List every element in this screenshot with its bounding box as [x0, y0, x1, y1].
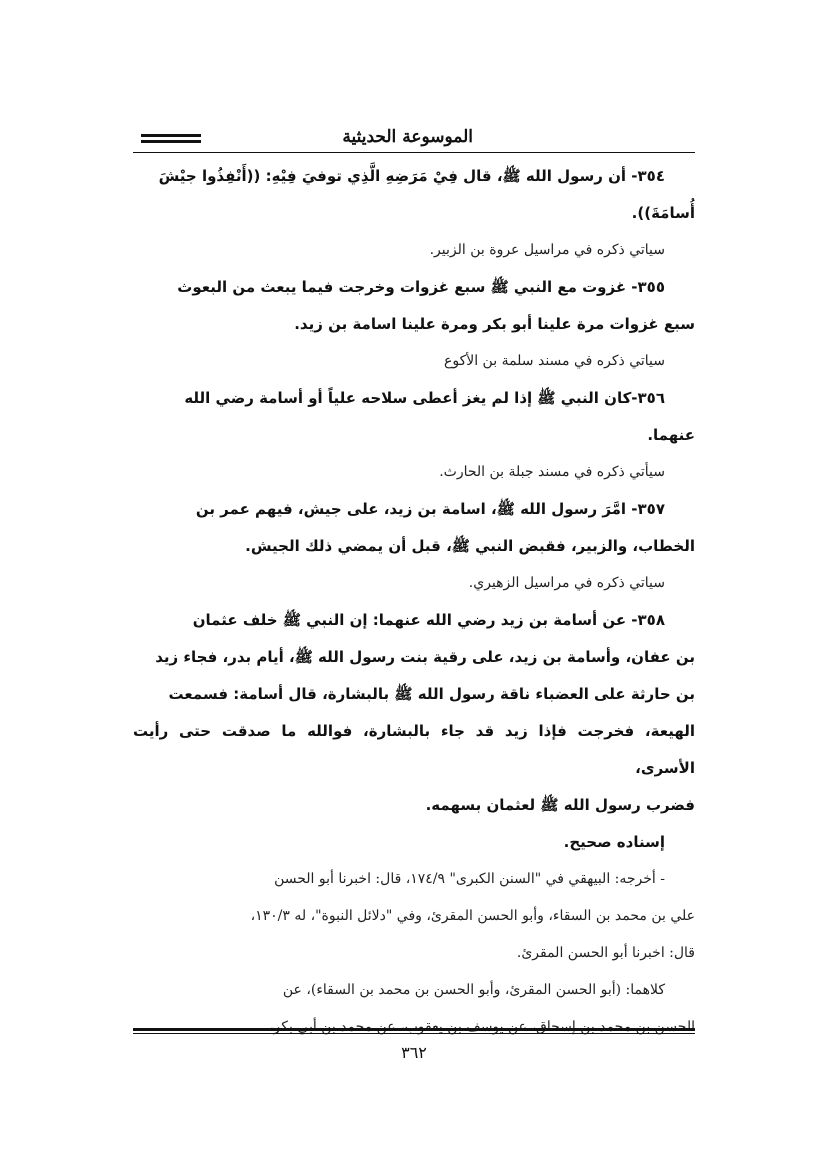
- text-line-t2: علي بن محمد بن السقاء، وأبو الحسن المقرئ، وفي "دلائل النبوة"، له ١٣٠/٣،: [250, 908, 695, 924]
- text-line-h358c: بن حارثة على العضباء ناقة رسول الله ﷺ بالبشارة، قال أسامة: فسمعت: [168, 685, 695, 703]
- header-title: الموسوعة الحديثية: [342, 127, 473, 147]
- text-line-h358b: بن عفان، وأسامة بن زيد، على رقية بنت رسول الله ﷺ، أيام بدر، فجاء زيد: [155, 648, 695, 666]
- text-line-h356b: عنهما.: [647, 426, 695, 444]
- text-line-h354b: أُسامَةَ)).: [631, 204, 695, 222]
- text-line-h355a: ٣٥٥- غزوت مع النبي ﷺ سبع غزوات وخرجت فيما يبعث من البعوث: [177, 278, 665, 296]
- text-line-h355b: سبع غزوات مرة علينا أبو بكر ومرة علينا اسامة بن زيد.: [294, 315, 695, 333]
- text-line-t5: الحسن بن محمد بن إسحاق، عن يوسف بن يعقوب، عن محمد بن أبي بكر،: [268, 1019, 695, 1035]
- text-line-t1: - أخرجه: البيهقي في "السنن الكبرى" ١٧٤/٩، قال: اخبرنا أبو الحسن: [274, 871, 665, 887]
- footer-rule: [133, 1028, 695, 1034]
- text-line-n356: سيأتي ذكره في مسند جبلة بن الحارث.: [439, 464, 665, 480]
- text-line-n354: سياتي ذكره في مراسيل عروة بن الزبير.: [429, 242, 665, 258]
- text-line-n357: سياتي ذكره في مراسيل الزهيري.: [468, 575, 665, 591]
- text-line-h357a: ٣٥٧- امَّرَ رسول الله ﷺ، اسامة بن زيد، على جيش، فيهم عمر بن: [195, 500, 665, 518]
- text-line-isnad: إسناده صحيح.: [563, 833, 665, 851]
- text-line-h356a: ٣٥٦-كان النبي ﷺ إذا لم يغز أعطى سلاحه علياً أو أسامة رضي الله: [184, 389, 665, 407]
- text-line-t3: قال: اخبرنا أبو الحسن المقرئ.: [516, 945, 695, 961]
- header-double-rule: [141, 134, 201, 143]
- page-number: ٣٦٢: [401, 1043, 427, 1062]
- text-line-h357b: الخطاب، والزبير، فقبض النبي ﷺ، قبل أن يمضي ذلك الجيش.: [245, 537, 695, 555]
- text-line-h354a: ٣٥٤- أن رسول الله ﷺ، قال فِيْ مَرَضِهِ الَّذِي توفيَ فِيْهِ: ((أَنْفِذُوا جيْشَ: [158, 167, 665, 185]
- running-header: [133, 126, 695, 148]
- header-underline: [133, 152, 695, 153]
- text-line-h358d: الهيعة، فخرجت فإذا زيد قد جاء بالبشارة، فوالله ما صدقت حتى رأيت الأسرى،: [133, 722, 695, 777]
- text-line-h358e: فضرب رسول الله ﷺ لعثمان بسهمه.: [425, 796, 695, 814]
- text-line-t4: كلاهما: (أبو الحسن المقرئ، وأبو الحسن بن محمد بن السقاء)، عن: [282, 982, 665, 998]
- text-line-h358a: ٣٥٨- عن أسامة بن زيد رضي الله عنهما: إن النبي ﷺ خلف عثمان: [192, 611, 665, 629]
- page-body: [133, 158, 695, 1046]
- text-line-n355: سياتي ذكره في مسند سلمة بن الأكوع: [443, 353, 665, 369]
